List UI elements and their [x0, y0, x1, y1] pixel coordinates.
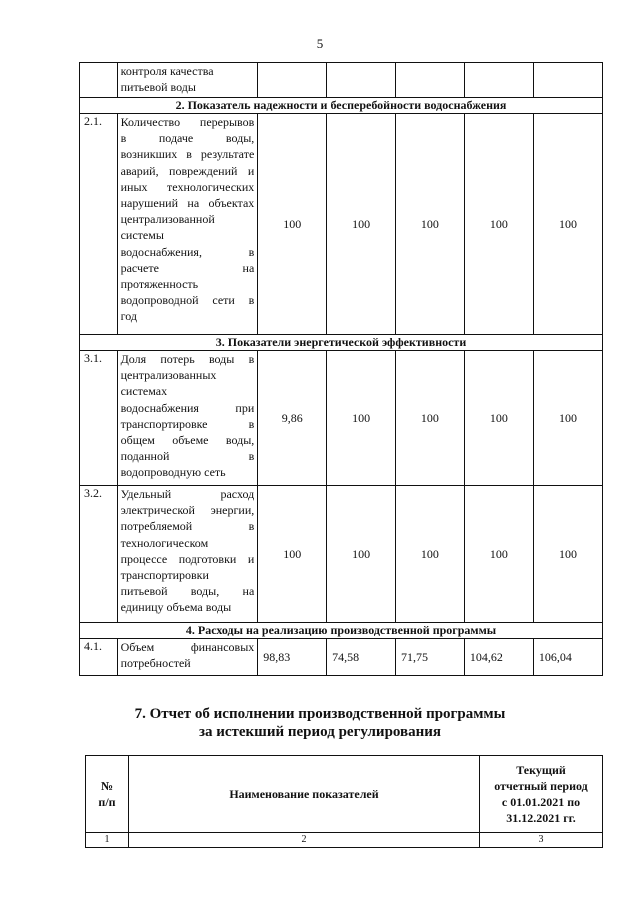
value-cell: 100 — [464, 114, 533, 335]
value-cell: 100 — [258, 486, 327, 623]
indicator-name: Доля потерь воды в централизованных системах водоснабжения при транспортировке в общем объеме воды, поданной в водопроводную сеть — [117, 351, 258, 486]
indicator-name: Количество перерывов в подаче воды, возникших в результате аварий, повреждений и иных технологических нарушений на объектах централизованной системы водоснабжения, в расчете на протяженность водопроводной сети в год — [117, 114, 258, 335]
value-cell: 98,83 — [258, 639, 327, 676]
section-title: 4. Расходы на реализацию производственной программы — [80, 623, 603, 639]
row-number: 4.1. — [80, 639, 118, 676]
section-title: 3. Показатели энергетической эффективности — [80, 335, 603, 351]
value-cell: 100 — [396, 114, 465, 335]
indicator-name: Удельный расход электрической энергии, потребляемой в технологическом процессе подготовки и транспортировки питьевой воды, на единицу объема воды — [117, 486, 258, 623]
column-index: 3 — [480, 833, 603, 848]
table-row — [80, 639, 603, 676]
section-row — [80, 98, 603, 114]
column-header-name: Наименование показателей — [129, 756, 480, 833]
section-title: 2. Показатель надежности и бесперебойности водоснабжения — [80, 98, 603, 114]
table-row — [80, 351, 603, 486]
indicators-table — [79, 62, 603, 676]
value-cell: 74,58 — [327, 639, 396, 676]
column-index: 2 — [129, 833, 480, 848]
value-cell: 100 — [327, 114, 396, 335]
report-table — [85, 755, 603, 848]
row-number: 3.2. — [80, 486, 118, 623]
table-header-row — [86, 756, 603, 833]
section-row — [80, 623, 603, 639]
value-cell: 104,62 — [464, 639, 533, 676]
table-row — [80, 486, 603, 623]
value-cell: 100 — [533, 486, 602, 623]
value-cell: 100 — [533, 114, 602, 335]
indicator-name: Объем финансовых потребностей — [117, 639, 258, 676]
page-number: 5 — [316, 36, 324, 51]
column-header-period: Текущий отчетный период с 01.01.2021 по 31.12.2021 гг. — [480, 756, 603, 833]
section-row — [80, 335, 603, 351]
column-index: 1 — [86, 833, 129, 848]
value-cell: 100 — [258, 114, 327, 335]
value-cell: 100 — [464, 351, 533, 486]
value-cell: 100 — [327, 486, 396, 623]
value-cell: 106,04 — [533, 639, 602, 676]
table-index-row — [86, 833, 603, 848]
value-cell: 100 — [327, 351, 396, 486]
report-heading-line-2: за истекший период регулирования — [198, 724, 442, 740]
value-cell: 100 — [464, 486, 533, 623]
value-cell: 9,86 — [258, 351, 327, 486]
indicator-name: контроля качества питьевой воды — [117, 63, 258, 98]
row-number: 3.1. — [80, 351, 118, 486]
report-heading-line-1: 7. Отчет об исполнении производственной программы — [134, 706, 506, 722]
column-header-number: № п/п — [86, 756, 129, 833]
value-cell: 100 — [396, 351, 465, 486]
table-row — [80, 63, 603, 98]
table-row — [80, 114, 603, 335]
row-number: 2.1. — [80, 114, 118, 335]
value-cell: 71,75 — [396, 639, 465, 676]
value-cell: 100 — [533, 351, 602, 486]
value-cell: 100 — [396, 486, 465, 623]
